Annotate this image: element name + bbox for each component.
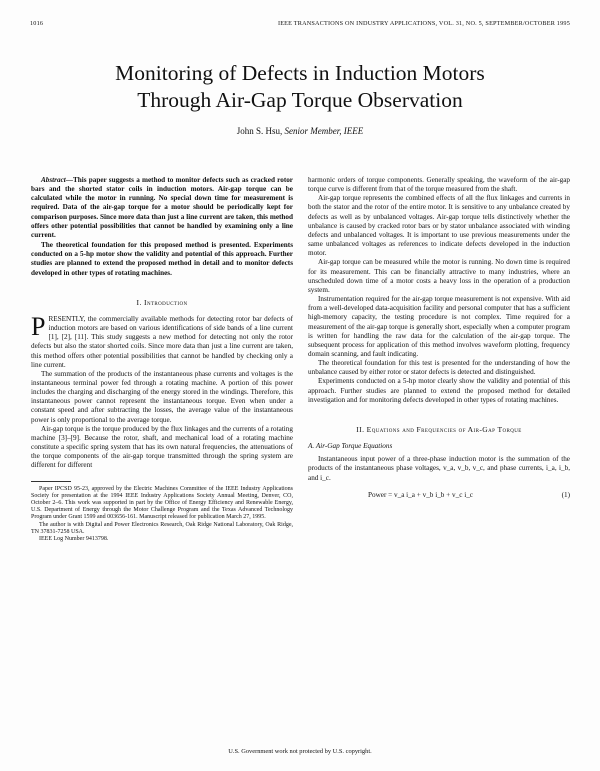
footnote-paragraph-3: IEEE Log Number 9413798. <box>39 535 109 542</box>
section2-paragraph-1: Instantaneous input power of a three-phase induction motor is the summation of the products of the instantaneous phase voltages, v_a, v_b, v_c, and phase currents, i_a, i_b, and i_c. <box>308 455 570 482</box>
abstract-paragraph-2: The theoretical foundation for this proposed method is presented. Experiments conducted on a 5-hp motor show the validity and potential of this approach. Further studies are planned to extend the proposed method in detail and to monitor defects developed in other types of rotating machines. <box>31 241 293 277</box>
abstract-label: Abstract— <box>41 176 73 184</box>
section-heading-introduction: I. Introduction <box>136 297 188 307</box>
title-line-2: Through Air-Gap Torque Observation <box>137 88 463 112</box>
author-name: John S. Hsu, <box>236 126 283 136</box>
right-column <box>308 176 570 501</box>
equation-1 <box>308 491 570 501</box>
right-paragraph-4: Instrumentation required for the air-gap torque measurement is not expensive. With aid from a well-developed data-acquisition facility and personal computer that has a sufficient high-memory capacity, the testing procedure is not complex. Time required for a measurement of the air-gap torque is generally short, especially when a computer program is written for handling the raw data for the calculation of the air-gap torque. The subsequent process for application of this method involves waveform plotting, frequency domain scanning, and fault indicating. <box>308 295 570 358</box>
intro-paragraph-3: Air-gap torque is the torque produced by the flux linkages and the currents of a rotating machine [3]–[9]. Because the rotor, shaft, and mechanical load of a rotating machine constitute a specific spring system that has its own natural frequencies, the attenuations of the torque components of the air-gap torque transmitted through the spring system are different for different <box>31 424 293 470</box>
abstract <box>31 176 293 240</box>
intro-paragraph-1 <box>31 311 293 370</box>
journal-name: IEEE TRANSACTIONS ON INDUSTRY APPLICATIONS, VOL. 31, NO. 5, SEPTEMBER/OCTOBER 1995 <box>277 20 570 27</box>
abstract-text: This paper suggests a method to monitor defects such as cracked rotor bars and the shorted stator coils in induction motors. Air-gap torque can be calculated while the motor in running. No special down time for measurement is required. Data of the air-gap torque for a motor should be periodically kept for comparison purposes. Since more data than just a line current are taken, this method offers other potential possibilities that cannot be handled by examining only a line current. <box>31 176 293 239</box>
section-heading-equations: II. Equations and Frequencies of Air-Gap Torque <box>356 424 522 434</box>
subsection-heading-air-gap-torque: A. Air-Gap Torque Equations <box>308 442 393 451</box>
intro-paragraph-2: The summation of the products of the instantaneous phase currents and voltages is the instantaneous terminal power fed through a rotating machine. A portion of this power includes the charging and discharging of the energy stored in the windings. Therefore, this instantaneous power cannot represent the instantaneous torque. Even when under a constant speed and after subtracting the losses, the average value of the instantaneous power is only proportional to the average torque. <box>31 369 293 424</box>
equation-1-number: (1) <box>561 490 570 499</box>
author-affiliation: Senior Member, IEEE <box>284 126 364 136</box>
paper-title <box>30 60 570 114</box>
title-line-1: Monitoring of Defects in Induction Motors <box>115 61 485 85</box>
right-paragraph-5: The theoretical foundation for this test is presented for the understanding of how the unbalance caused by either rotor or stator defects is detected and distinguished. <box>308 359 570 377</box>
page-number: 1016 <box>30 20 44 27</box>
right-paragraph-6: Experiments conducted on a 5-hp motor clearly show the validity and potential of this approach. Further studies are planned to extend the proposed method for detailed investigation and for monitoring defects developed in other types of rotating machines. <box>308 377 570 404</box>
author-line <box>30 126 570 136</box>
right-paragraph-3: Air-gap torque can be measured while the motor is running. No down time is required for its measurement. This can be financially attractive to many industries, where an unscheduled down time of a motor costs a heavy loss in the operation of a production system. <box>308 258 570 294</box>
footnote <box>31 486 293 544</box>
footnote-paragraph-1: Paper IPCSD 95-23, approved by the Electric Machines Committee of the IEEE Industry Applications Society for presentation at the 1994 IEEE Industry Applications Society Annual Meeting, Denver, CO, October 2–6. This work was supported in part by the Office of Energy Efficiency and Renewable Energy, U.S. Department of Energy through the Motor Challenge Program and the Texas Advanced Technology Program under Grant 1599 and 003656-161. Manuscript released for publication March 27, 1995. <box>31 485 293 521</box>
right-paragraph-1: harmonic orders of torque components. Generally speaking, the waveform of the air-gap torque curve is different from that of the torque measured from the shaft. <box>308 176 570 194</box>
footnote-rule <box>31 481 71 482</box>
footnote-paragraph-2: The author is with Digital and Power Electronics Research, Oak Ridge National Laboratory, Oak Ridge, TN 37831-7258 USA. <box>31 521 293 535</box>
running-head <box>30 20 570 30</box>
equation-1-formula: Power = v_a i_a + v_b i_b + v_c i_c <box>368 490 473 499</box>
intro-paragraph-1-text: RESENTLY, the commercially available methods for detecting rotor bar defects of induction motors are based on various identifications of side bands of a line current [1], [2], [11]. This study suggests a new method for detecting not only the rotor defects but also the stator shorted coils. Since more data than just a line current are taken, this method offers other potential possibilities that cannot be handled by checking only a line current. <box>31 314 293 369</box>
drop-cap: P <box>31 311 46 341</box>
copyright-footer: U.S. Government work not protected by U.S. copyright. <box>228 748 372 755</box>
left-column <box>31 176 293 543</box>
right-paragraph-2: Air-gap torque represents the combined effects of all the flux linkages and currents in both the stator and the rotor of the entire motor. It is sensitive to any unbalance created by defects as well as by unbalanced voltages. Air-gap torque tells distinctively whether the unbalance is caused by cracked rotor bars or by stator unbalance associated with winding defects and unbalanced voltages. It is important to use previous measurements under the same unbalanced voltages as references to indicate defects developed in the induction motor. <box>308 194 570 258</box>
